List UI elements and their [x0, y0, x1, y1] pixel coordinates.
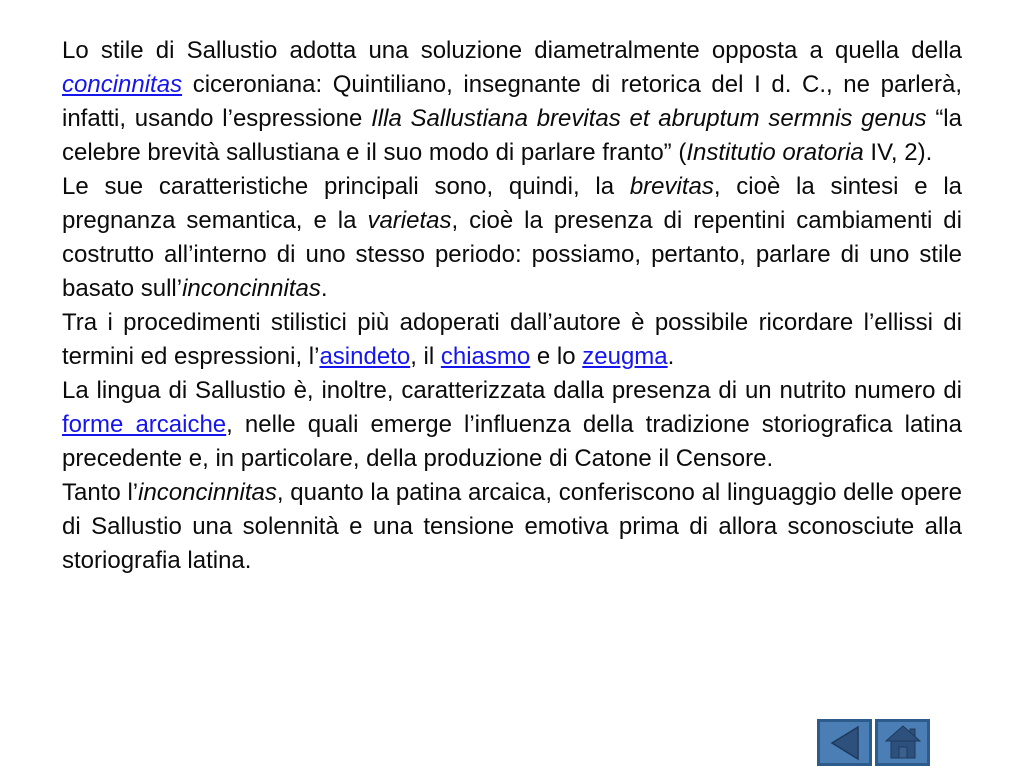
paragraph — [62, 34, 962, 170]
nav-buttons — [817, 719, 930, 766]
home-icon — [884, 724, 922, 762]
paragraph — [62, 476, 962, 578]
text-run: ciceroniana: Quintiliano, insegnante di retorica del I d. C., ne parlerà, infatti, usando l’espressione — [62, 71, 962, 132]
text-run: Tanto l’ — [62, 479, 139, 506]
back-arrow-icon — [827, 724, 863, 762]
text-run: , il — [410, 343, 441, 370]
hyperlink-chiasmo[interactable]: chiasmo — [440, 343, 531, 370]
text-run: . — [320, 275, 328, 302]
text-run: Tra i procedimenti stilistici più adoperati dall’autore è possibile ricordare l’ellissi di termini ed espressioni, l’ — [62, 309, 962, 370]
home-button[interactable] — [875, 719, 930, 766]
paragraph — [62, 306, 962, 374]
text-block — [62, 34, 962, 578]
text-run: , nelle quali emerge l’influenza della tradizione storiografica latina precedente e, in particolare, della produzione di Catone il Censore. — [62, 411, 963, 472]
paragraph — [62, 374, 962, 476]
text-run: IV, 2). — [863, 139, 933, 166]
paragraph — [62, 170, 962, 306]
text-run: La lingua di Sallustio è, inoltre, caratterizzata dalla presenza di un nutrito numero di — [62, 377, 962, 404]
text-run: Institutio oratoria — [686, 139, 864, 166]
text-run: Illa Sallustiana brevitas et abruptum sermnis genus — [371, 105, 927, 132]
text-run: Le sue caratteristiche principali sono, quindi, la — [62, 173, 630, 200]
text-run: inconcinnitas — [182, 275, 321, 302]
text-run: inconcinnitas — [138, 479, 277, 506]
text-run: “la celebre brevità sallustiana e il suo modo di parlare franto” ( — [62, 105, 962, 166]
text-run: varietas — [367, 207, 452, 234]
hyperlink-asindeto[interactable]: asindeto — [319, 343, 411, 370]
text-run: , quanto la patina arcaica, conferiscono al linguaggio delle opere di Sallustio una solennità e una tensione emotiva prima di allora sconosciute alla storiografia latina. — [62, 479, 963, 574]
text-run: e lo — [530, 343, 583, 370]
text-run: brevitas — [629, 173, 714, 200]
text-run: , cioè la presenza di repentini cambiamenti di costrutto all’interno di uno stesso periodo: possiamo, pertanto, parlare di uno stile basato sull’ — [62, 207, 962, 302]
text-run: . — [667, 343, 675, 370]
text-run: Lo stile di Sallustio adotta una soluzione diametralmente opposta a quella della — [62, 37, 962, 64]
hyperlink-zeugma[interactable]: zeugma — [582, 343, 668, 370]
hyperlink-concinnitas[interactable]: concinnitas — [62, 71, 183, 98]
text-run: , cioè la sintesi e la pregnanza semantica, e la — [62, 173, 962, 234]
back-button[interactable] — [817, 719, 872, 766]
hyperlink-forme-arcaiche[interactable]: forme arcaiche — [62, 411, 227, 438]
